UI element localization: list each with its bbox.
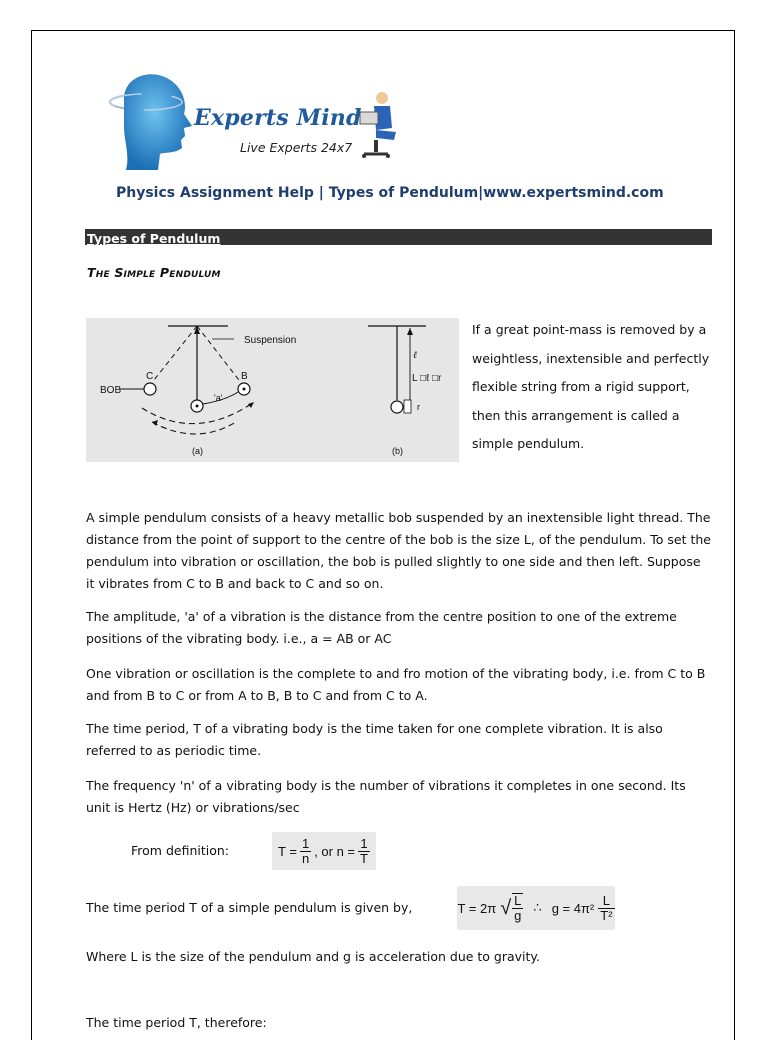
sqrt-icon: √ xyxy=(500,897,512,919)
frac-num: L xyxy=(598,894,614,909)
label-fig-a: (a) xyxy=(192,446,203,456)
paragraph-oscillation: One vibration or oscillation is the complete to and fro motion of the vibrating body, i.e. from C to B and from B to C or from A to B, B to C and from C to A. xyxy=(86,666,706,703)
frac-num: L xyxy=(514,893,522,908)
formula-t-eq-2pi: T = 2π xyxy=(457,900,497,916)
frac-den: T xyxy=(360,850,368,866)
fraction-l-over-g xyxy=(512,893,523,923)
time-period-formula-label: The time period T of a simple pendulum is given by, xyxy=(86,900,413,915)
fraction-1-over-n xyxy=(300,837,311,866)
bob-right-dot xyxy=(243,388,246,391)
string-left xyxy=(154,326,197,380)
paragraph-where-l: Where L is the size of the pendulum and g is acceleration due to gravity. xyxy=(86,949,541,964)
frac-den: g xyxy=(514,908,522,923)
subsection-title xyxy=(87,265,221,280)
formula-g-eq: g = 4π² xyxy=(551,900,595,916)
frac-den: T² xyxy=(600,907,613,923)
paragraph-frequency: The frequency 'n' of a vibrating body is the number of vibrations it completes in one second. Its unit is Hertz (Hz) or vibrations/sec xyxy=(86,778,686,815)
paragraph-time-period-therefore: The time period T, therefore: xyxy=(86,1015,267,1030)
formula-time-period xyxy=(457,886,615,930)
section-title: Types of Pendulum xyxy=(87,231,221,246)
frac-den: n xyxy=(301,850,310,866)
side-line: weightless, inextensible and perfectly xyxy=(472,350,710,366)
label-l-big: L □ℓ □r xyxy=(412,373,442,384)
label-fig-b: (b) xyxy=(392,446,403,456)
paragraph-time-period: The time period, T of a vibrating body is the time taken for one complete vibration. It is also referred to as periodic time. xyxy=(86,721,663,758)
arrow-icon xyxy=(194,326,200,334)
subsection-title-text: The Simple Pendulum xyxy=(87,265,221,280)
label-r: r xyxy=(417,402,420,412)
formula-or-n-eq: , or n = xyxy=(314,843,356,859)
side-line: flexible string from a rigid support, xyxy=(472,379,690,394)
label-c: C xyxy=(146,371,154,382)
pendulum-diagram xyxy=(86,318,459,462)
pendulum-figure xyxy=(86,318,459,462)
fraction-1-over-t xyxy=(358,837,370,866)
frac-num: 1 xyxy=(358,837,370,852)
bob-center-dot xyxy=(196,405,199,408)
therefore-icon: ∴ xyxy=(533,900,542,915)
label-a: 'a' xyxy=(214,393,223,403)
arrow-icon xyxy=(248,402,254,408)
formula-t-eq: T = xyxy=(278,843,297,859)
label-l-small: ℓ xyxy=(413,350,418,361)
from-definition-label: From definition: xyxy=(131,843,229,858)
bob-left xyxy=(144,383,156,395)
arrow-icon xyxy=(407,328,413,335)
side-line: simple pendulum. xyxy=(472,436,585,451)
paragraph-amplitude: The amplitude, 'a' of a vibration is the distance from the centre position to one of the extreme positions of the vibrating body. i.e., a = AB or AC xyxy=(86,609,677,646)
formula-definition xyxy=(272,832,376,870)
fraction-l-over-t2 xyxy=(598,894,614,923)
logo-title: Experts Mind xyxy=(194,105,362,131)
bob-b xyxy=(391,401,403,413)
radius-marker xyxy=(404,400,411,413)
document-header: Physics Assignment Help | Types of Pendulum|www.expertsmind.com xyxy=(116,185,664,201)
label-b: B xyxy=(241,371,248,382)
string-right xyxy=(197,326,242,384)
side-line: then this arrangement is called a xyxy=(472,407,680,423)
label-suspension: Suspension xyxy=(244,335,297,346)
logo-subtitle: Live Experts 24x7 xyxy=(240,140,353,155)
frac-num: 1 xyxy=(301,835,310,851)
label-bob: BOB xyxy=(100,385,122,396)
side-description xyxy=(472,316,717,459)
paragraph-simple-pendulum: A simple pendulum consists of a heavy metallic bob suspended by an inextensible light thread. The distance from the point of support to the centre of the bob is the size L, of the pendulum. To set the pendulum into vibration or oscillation, the bob is pulled slightly to one side and then left. Suppose it vibrates from C to B and back to C and so on. xyxy=(86,510,711,591)
side-line: If a great point-mass is removed by a xyxy=(472,322,707,337)
